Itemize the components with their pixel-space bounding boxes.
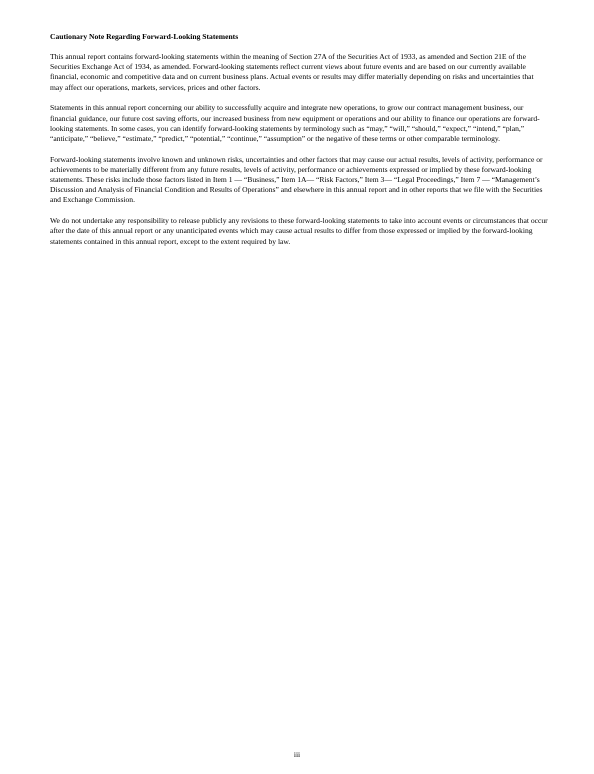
document-body [50, 32, 548, 257]
paragraph-no-update: We do not undertake any responsibility to release publicly any revisions to these forward-looking statements to take into account events or circumstances that occur after the date of this annual report or any unanticipated events which may cause actual results to differ from those expressed or implied by the forward-looking statements contained in this annual report, except to the extent required by law. [50, 216, 548, 246]
paragraph-terminology: Statements in this annual report concerning our ability to successfully acquire and integrate new operations, to grow our contract management business, our financial guidance, our future cost saving efforts, our increased business from new equipment or operations and our ability to finance our operations are forward-looking statements. In some cases, you can identify forward-looking statements by terminology such as “may,” “will,” “should,” “expect,” “intend,” “plan,” “anticipate,” “believe,” “estimate,” “predict,” “potential,” “continue,” “assumption” or the negative of these terms or other comparable terminology. [50, 103, 540, 143]
paragraph-intro: This annual report contains forward-looking statements within the meaning of Section 27A of the Securities Act of 1933, as amended and Section 21E of the Securities Exchange Act of 1934, as amended. Forward-looking statements reflect current views about future events and are based on our currently available financial, economic and competitive data and on current business plans. Actual events or results may differ materially depending on risks and uncertainties that may affect our operations, markets, services, prices and other factors. [50, 52, 534, 92]
section-heading: Cautionary Note Regarding Forward-Looking Statements [50, 32, 239, 41]
paragraph-risks: Forward-looking statements involve known and unknown risks, uncertainties and other factors that may cause our actual results, levels of activity, performance or achievements to be materially different from any future results, levels of activity, performance or achievements expressed or implied by these forward-looking statements. These risks include those factors listed in Item 1 — “Business,” Item 1A— “Risk Factors,” Item 3— “Legal Proceedings,” Item 7 — “Management’s Discussion and Analysis of Financial Condition and Results of Operations” and elsewhere in this annual report and in other reports that we file with the Securities and Exchange Commission. [50, 154, 543, 205]
page-number: iii [293, 750, 301, 759]
